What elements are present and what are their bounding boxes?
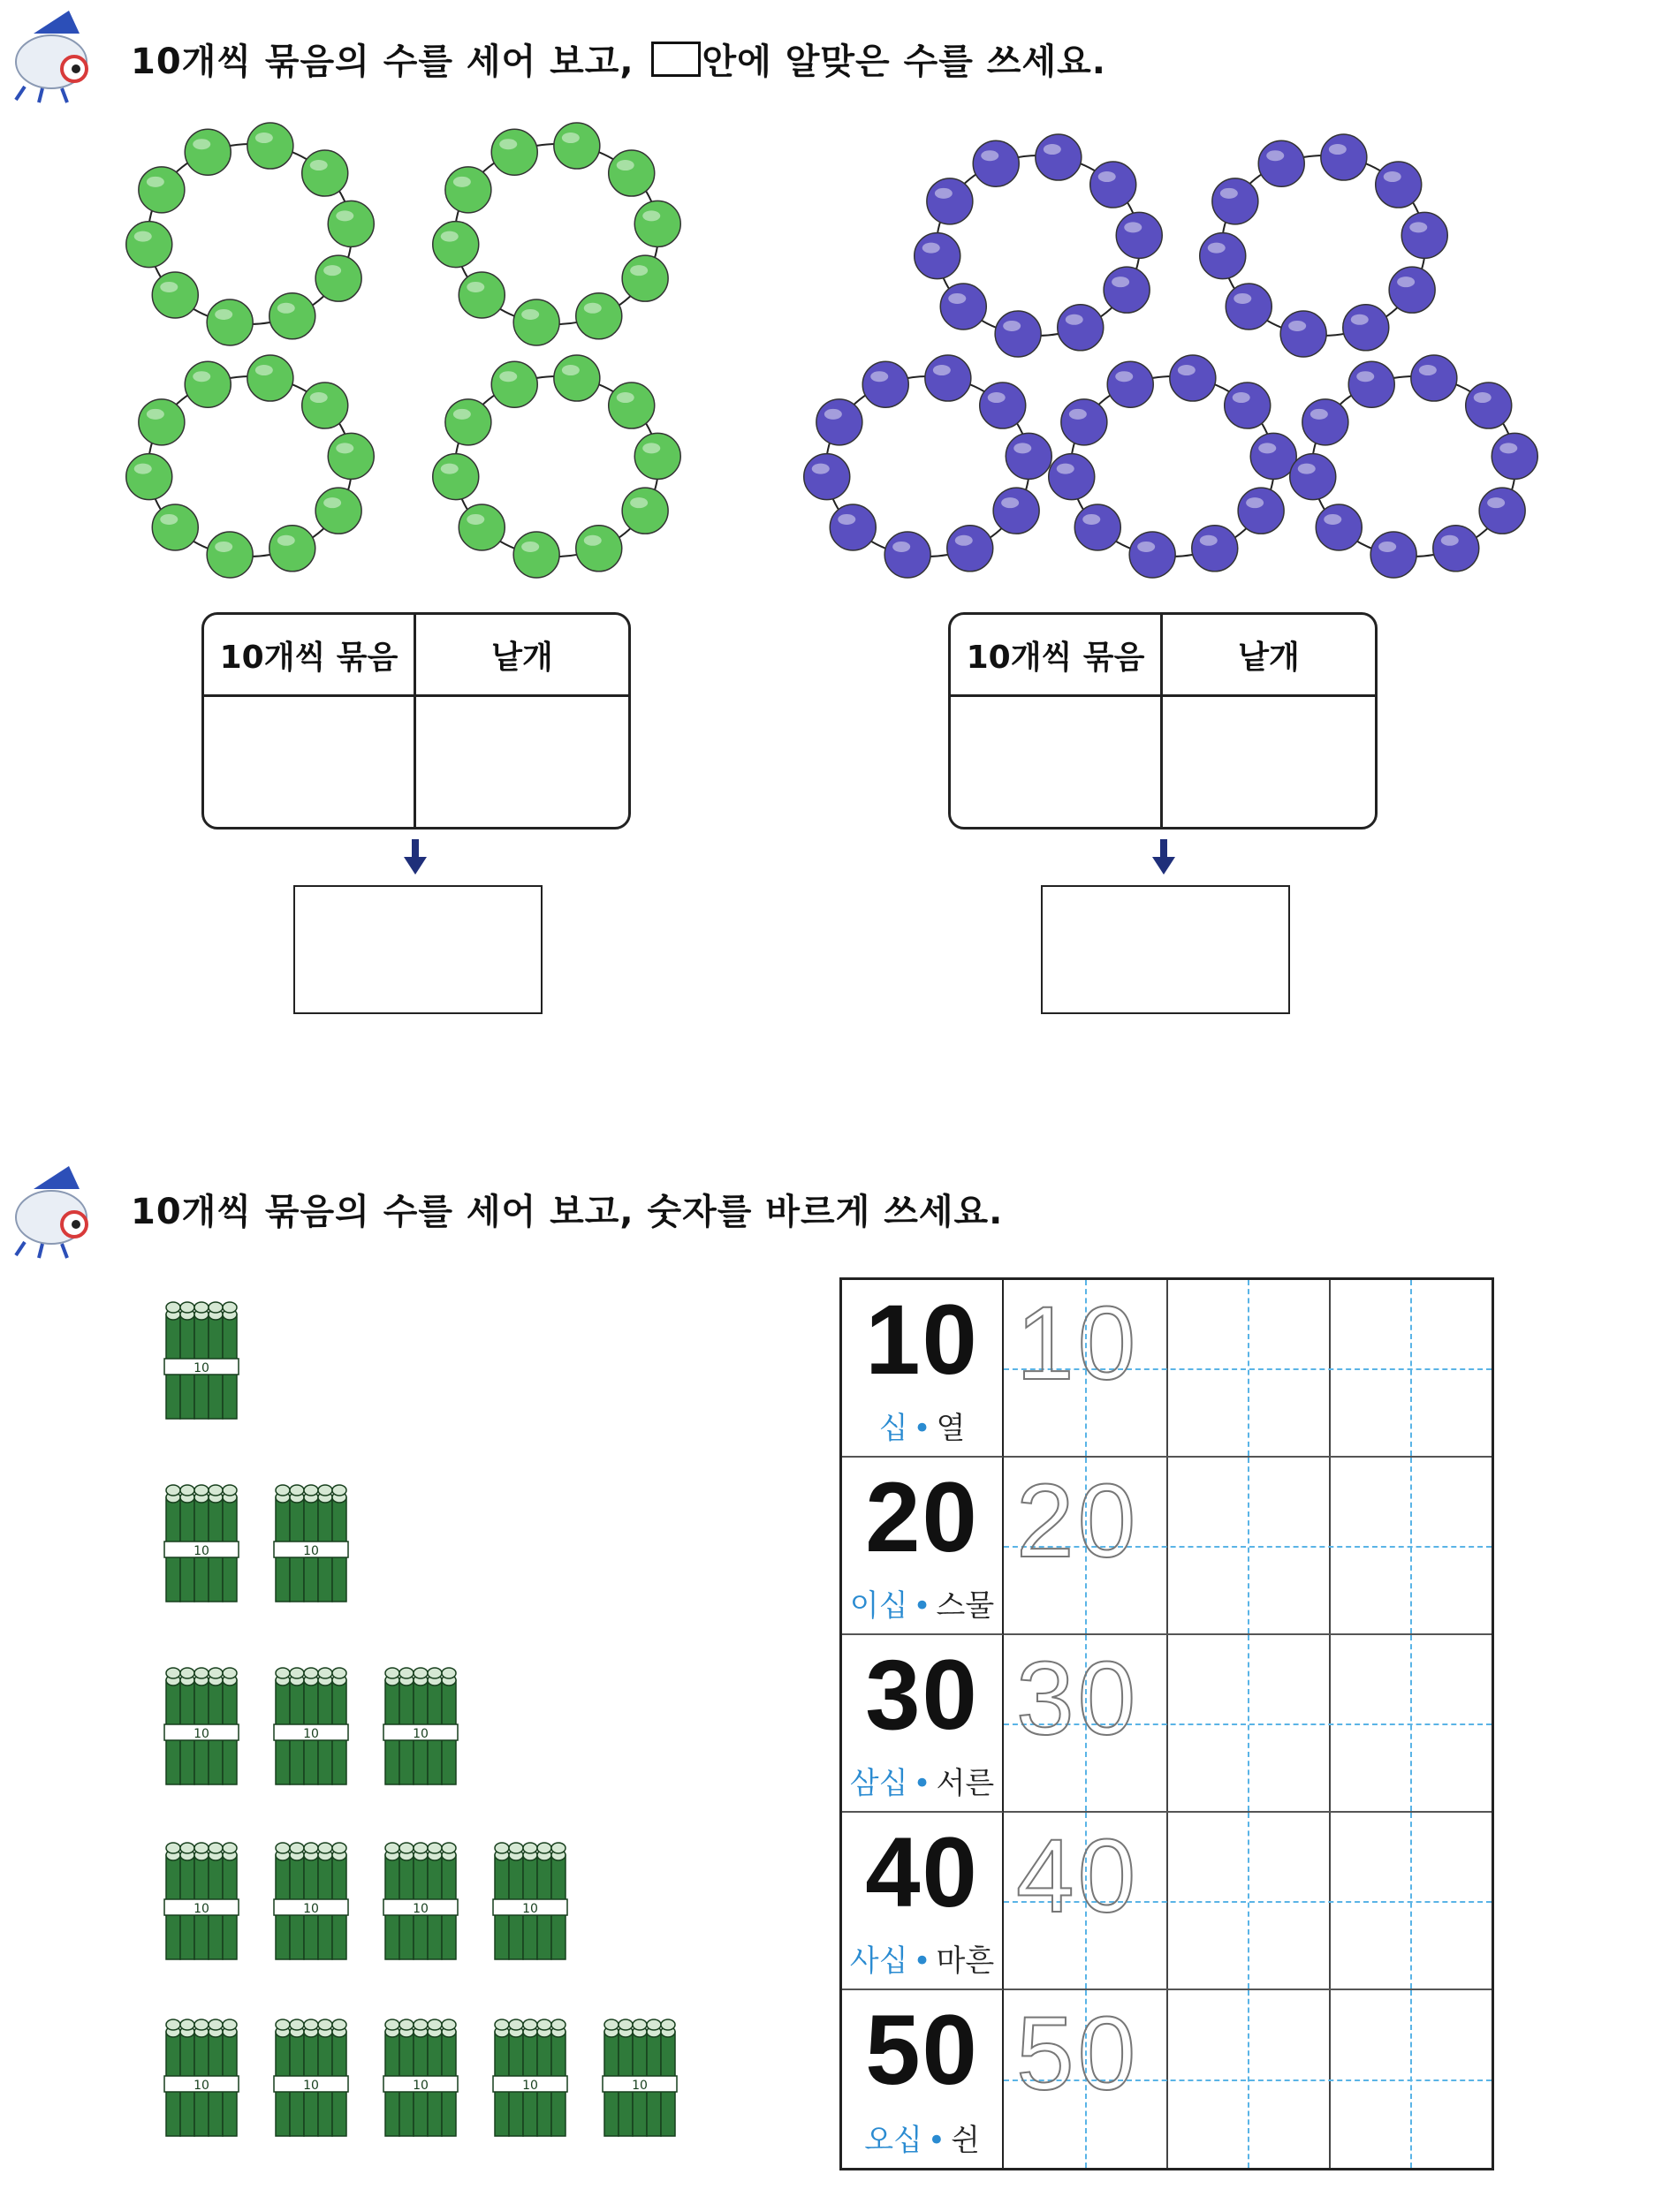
bead <box>1433 526 1479 572</box>
number-label-20 <box>842 1458 1004 1635</box>
writing-row-10[interactable] <box>1004 1280 1492 1458</box>
numeral: 20 <box>865 1462 979 1572</box>
bundle-of-ten-icon <box>274 1668 348 1784</box>
numeral: 50 <box>865 1995 979 2105</box>
bead <box>1290 454 1336 500</box>
bead <box>1492 433 1537 479</box>
bead <box>1212 178 1258 224</box>
bead <box>947 526 993 572</box>
bead <box>1401 212 1447 258</box>
trace-numeral: 30 <box>1016 1640 1140 1757</box>
bead <box>1466 383 1512 428</box>
bundle-of-ten-icon <box>274 1485 348 1602</box>
number-reading <box>842 2116 1002 2159</box>
bead <box>862 361 908 407</box>
number-label-50 <box>842 1990 1004 2168</box>
bead <box>915 233 960 279</box>
bundle-label: 10 <box>194 1902 209 1916</box>
bead <box>1316 504 1362 550</box>
bead <box>1200 233 1246 279</box>
trace-numeral: 50 <box>1016 1996 1140 2112</box>
separator-dot: • <box>913 1411 931 1446</box>
bundle-of-ten-icon <box>164 1302 239 1419</box>
bundle-label: 10 <box>632 2079 648 2093</box>
writing-row-20[interactable] <box>1004 1458 1492 1635</box>
bead <box>884 532 930 578</box>
sino-korean-reading: 삼십 <box>849 1766 908 1801</box>
bundle-of-ten-icon <box>383 1843 458 1959</box>
sino-korean-reading: 십 <box>878 1411 908 1446</box>
bead-ring <box>1290 355 1538 578</box>
instruction-1-part1: 10개씩 묶음의 수를 세어 보고, <box>131 42 634 82</box>
header-tens: 10개씩 묶음 <box>204 615 416 697</box>
bead <box>816 399 862 445</box>
instruction-2: 10개씩 묶음의 수를 세어 보고, 숫자를 바르게 쓰세요. <box>131 1192 1004 1232</box>
bundle-label: 10 <box>194 1544 209 1558</box>
bead <box>1090 162 1136 208</box>
bead <box>1258 140 1304 186</box>
bundle-of-ten-icon <box>603 2019 677 2136</box>
bead <box>1006 433 1051 479</box>
bundle-label: 10 <box>303 2079 319 2093</box>
writing-row-50[interactable] <box>1004 1990 1492 2168</box>
bead <box>1321 134 1367 180</box>
number-label-40 <box>842 1813 1004 1990</box>
bundle-label: 10 <box>303 1727 319 1741</box>
number-reading <box>842 1759 1002 1802</box>
trace-numeral: 40 <box>1016 1818 1140 1935</box>
writing-row-30[interactable] <box>1004 1635 1492 1813</box>
number-reading <box>842 1404 1002 1447</box>
separator-dot: • <box>913 1943 931 1979</box>
bead <box>1058 305 1104 351</box>
bead <box>940 284 986 330</box>
bead <box>1074 504 1120 550</box>
number-reading <box>842 1936 1002 1980</box>
bead <box>1238 488 1284 534</box>
sino-korean-reading: 이십 <box>849 1588 908 1624</box>
numeral: 10 <box>865 1284 979 1395</box>
bead <box>1411 355 1457 401</box>
bead <box>980 383 1026 428</box>
trace-numeral: 10 <box>1016 1285 1140 1402</box>
bundle-of-ten-icon <box>164 1843 239 1959</box>
sino-korean-reading: 오십 <box>864 2123 922 2158</box>
bundle-label: 10 <box>413 1727 429 1741</box>
bead <box>1104 267 1150 313</box>
separator-dot: • <box>913 1588 931 1624</box>
bead <box>927 178 973 224</box>
bundle-label: 10 <box>194 2079 209 2093</box>
bead <box>1389 267 1435 313</box>
bead <box>1116 212 1162 258</box>
bead <box>1479 488 1525 534</box>
bead <box>1192 526 1238 572</box>
bundle-label: 10 <box>303 1902 319 1916</box>
bead <box>1343 305 1389 351</box>
bead <box>993 488 1039 534</box>
bead <box>1280 311 1326 357</box>
number-label-30 <box>842 1635 1004 1813</box>
bundle-label: 10 <box>413 2079 429 2093</box>
bundle-of-ten-icon <box>493 1843 567 1959</box>
writing-row-40[interactable] <box>1004 1813 1492 1990</box>
separator-dot: • <box>927 2123 945 2158</box>
sino-korean-reading: 사십 <box>849 1943 908 1979</box>
bead <box>1170 355 1216 401</box>
bead <box>1370 532 1416 578</box>
bundle-of-ten-icon <box>383 1668 458 1784</box>
bead <box>1036 134 1082 180</box>
bead <box>1061 399 1107 445</box>
header-tens: 10개씩 묶음 <box>951 615 1163 697</box>
native-korean-reading: 열 <box>936 1411 966 1446</box>
bead <box>995 311 1041 357</box>
bundle-label: 10 <box>522 1902 538 1916</box>
bead <box>1049 454 1095 500</box>
bead <box>830 504 876 550</box>
bundle-of-ten-icon <box>164 1668 239 1784</box>
total-answer-box-2[interactable] <box>1041 885 1290 1014</box>
number-label-10 <box>842 1280 1004 1458</box>
bundle-label: 10 <box>194 1727 209 1741</box>
count-table-2 <box>948 612 1378 830</box>
bundle-label: 10 <box>194 1361 209 1375</box>
stick-bundles <box>0 0 795 2212</box>
bead <box>1302 399 1348 445</box>
bead <box>804 454 850 500</box>
ones-answer-cell[interactable] <box>1163 697 1375 827</box>
bead <box>1129 532 1175 578</box>
bundle-label: 10 <box>413 1902 429 1916</box>
number-reading <box>842 1581 1002 1625</box>
number-writing-grid <box>839 1277 1494 2170</box>
instruction-1-part2: 안에 알맞은 수를 쓰세요. <box>702 42 1106 82</box>
bundle-of-ten-icon <box>274 2019 348 2136</box>
bead-ring <box>915 134 1163 357</box>
native-korean-reading: 스물 <box>936 1588 995 1624</box>
bead <box>1107 361 1153 407</box>
separator-dot: • <box>913 1766 931 1801</box>
header-ones: 낱개 <box>416 615 628 697</box>
native-korean-reading: 쉰 <box>950 2123 980 2158</box>
header-ones: 낱개 <box>1163 615 1375 697</box>
numeral: 30 <box>865 1640 979 1750</box>
bundle-of-ten-icon <box>164 2019 239 2136</box>
bundle-of-ten-icon <box>164 1485 239 1602</box>
bead-ring <box>804 355 1052 578</box>
bundle-of-ten-icon <box>383 2019 458 2136</box>
bundle-label: 10 <box>303 1544 319 1558</box>
bead <box>1250 433 1296 479</box>
tens-answer-cell[interactable] <box>951 697 1163 827</box>
bead <box>1226 284 1271 330</box>
bead <box>1225 383 1271 428</box>
bundle-label: 10 <box>522 2079 538 2093</box>
bead <box>973 140 1019 186</box>
native-korean-reading: 마흔 <box>936 1943 995 1979</box>
bead-ring <box>1200 134 1448 357</box>
bundle-of-ten-icon <box>274 1843 348 1959</box>
numeral: 40 <box>865 1817 979 1928</box>
bead <box>925 355 971 401</box>
down-arrow-icon <box>1150 839 1177 876</box>
bundle-of-ten-icon <box>493 2019 567 2136</box>
bead-ring <box>1049 355 1297 578</box>
bead <box>1348 361 1394 407</box>
bead <box>1376 162 1422 208</box>
trace-numeral: 20 <box>1016 1463 1140 1579</box>
native-korean-reading: 서른 <box>936 1766 995 1801</box>
